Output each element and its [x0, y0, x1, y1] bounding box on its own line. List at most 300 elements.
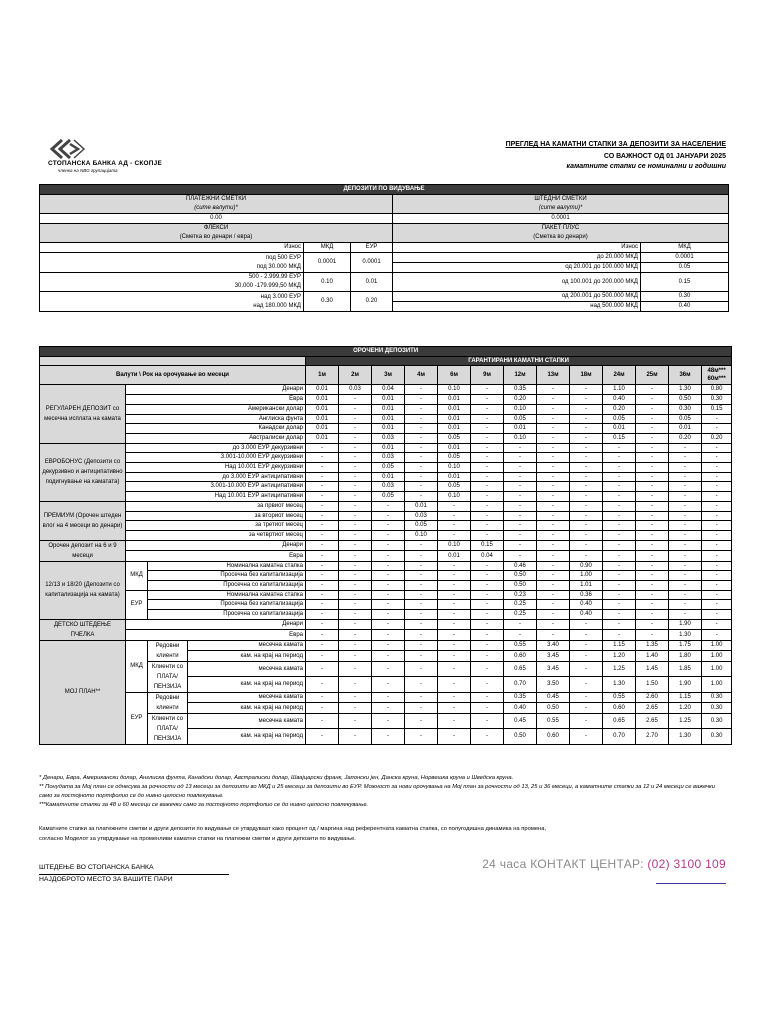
rate-cell: - — [570, 511, 603, 521]
rate-cell: - — [636, 540, 669, 551]
rate-row-label: Англиска фунта — [126, 414, 306, 424]
month-header: 48м*** 60м*** — [702, 366, 732, 385]
rate-cell: 0.46 — [504, 561, 537, 571]
rate-cell: - — [339, 472, 372, 482]
rate-cell: 0.40 — [570, 610, 603, 620]
rate-cell: 2.60 — [636, 692, 669, 703]
rate-cell: - — [339, 404, 372, 414]
month-header: 36м — [669, 366, 702, 385]
rate-row — [40, 511, 732, 521]
rate-cell: 0.01 — [372, 395, 405, 405]
rate-cell: - — [570, 640, 603, 651]
rate-cell: 0.03 — [339, 385, 372, 395]
rate-cell: 1.75 — [669, 640, 702, 651]
rate-cell: - — [405, 453, 438, 463]
rate-cell: - — [504, 463, 537, 473]
rate-cell: - — [603, 492, 636, 502]
client-type: Клиенти со ПЛАТА/ПЕНЗИЈА — [148, 661, 188, 692]
rate-cell: 0.01 — [372, 443, 405, 453]
rate-cell: 0.01 — [372, 404, 405, 414]
rate-cell: - — [405, 692, 438, 703]
rate-cell: 0.40 — [504, 703, 537, 714]
rate-cell: - — [702, 443, 732, 453]
rate-row — [40, 482, 732, 492]
rate-cell: - — [306, 571, 339, 581]
rate-cell: - — [471, 640, 504, 651]
month-header: 1м — [306, 366, 339, 385]
rate-cell: - — [339, 521, 372, 531]
bank-subtitle: членка на NBG групацијата — [58, 168, 118, 173]
rate-cell: - — [372, 590, 405, 600]
rate-cell: - — [438, 590, 471, 600]
rate-cell: - — [504, 530, 537, 540]
rate-cell: 2.65 — [636, 703, 669, 714]
rate-cell: - — [504, 453, 537, 463]
rate-cell: - — [636, 521, 669, 531]
rate-cell: 0.70 — [504, 677, 537, 693]
rate-row-label: Просечна со капитализација — [148, 610, 306, 620]
rate-cell: 0.30 — [702, 395, 732, 405]
rate-cell: 0.35 — [504, 692, 537, 703]
rate-cell: - — [405, 561, 438, 571]
rate-cell: - — [537, 492, 570, 502]
rate-cell: 1.30 — [669, 729, 702, 745]
rate-cell: - — [306, 501, 339, 511]
packet-rate: 0.40 — [641, 302, 729, 312]
rate-cell: - — [537, 453, 570, 463]
rate-cell: - — [438, 677, 471, 693]
rate-cell: 3.40 — [537, 640, 570, 651]
rate-row-label: Австралиски долар — [126, 433, 306, 443]
rate-cell: - — [570, 521, 603, 531]
flexi-eur-header: ЕУР — [351, 243, 393, 253]
rate-cell: 1.20 — [669, 703, 702, 714]
rate-cell: 0.05 — [438, 433, 471, 443]
rate-cell: - — [339, 453, 372, 463]
rate-cell: - — [669, 530, 702, 540]
packet-rate: 0.0001 — [641, 253, 729, 263]
currency-mkd: МКД — [126, 561, 148, 590]
rate-cell: 0.30 — [702, 729, 732, 745]
rate-cell: - — [669, 610, 702, 620]
rate-row-label: Евра — [126, 551, 306, 562]
rate-cell: - — [306, 610, 339, 620]
rate-cell: - — [372, 640, 405, 651]
month-header: 12м — [504, 366, 537, 385]
rate-cell: - — [636, 619, 669, 630]
rate-cell: - — [636, 610, 669, 620]
rate-cell: - — [471, 661, 504, 677]
rate-cell: - — [537, 482, 570, 492]
rate-cell: 0.01 — [306, 414, 339, 424]
rate-cell: - — [537, 404, 570, 414]
rate-cell: - — [570, 661, 603, 677]
rate-cell: 1.90 — [669, 677, 702, 693]
month-header: 24м — [603, 366, 636, 385]
rate-cell: - — [636, 551, 669, 562]
rate-cell: 0.05 — [504, 414, 537, 424]
rate-row-label: 3.001-10.000 ЕУР антиципативни — [126, 482, 306, 492]
page-title: ПРЕГЛЕД НА КАМАТНИ СТАПКИ ЗА ДЕПОЗИТИ ЗА НАСЕЛЕНИЕ — [505, 141, 726, 148]
rate-cell: - — [372, 521, 405, 531]
rate-cell: - — [471, 433, 504, 443]
rate-cell: 0.55 — [603, 692, 636, 703]
rate-cell: 0.04 — [471, 551, 504, 562]
rate-cell: 0.30 — [702, 692, 732, 703]
rate-cell: 0.10 — [405, 530, 438, 540]
rate-cell: - — [405, 463, 438, 473]
rate-cell: 0.10 — [504, 433, 537, 443]
rate-cell: - — [537, 501, 570, 511]
rate-cell: - — [405, 424, 438, 434]
rate-cell: - — [702, 610, 732, 620]
rate-cell: - — [339, 703, 372, 714]
rate-cell: 0.60 — [537, 729, 570, 745]
currency-eur: ЕУР — [126, 692, 148, 744]
rate-cell: - — [669, 511, 702, 521]
rate-row-label: Над 10.001 ЕУР антиципативни — [126, 492, 306, 502]
rate-cell: - — [405, 729, 438, 745]
rate-row-label: за четвртиот месец — [126, 530, 306, 540]
rate-cell: 0.05 — [438, 482, 471, 492]
rate-cell: - — [471, 511, 504, 521]
rate-cell: - — [438, 692, 471, 703]
rate-cell: - — [471, 463, 504, 473]
rate-cell: 0.20 — [669, 433, 702, 443]
rate-cell: - — [339, 651, 372, 662]
packet-plus-title: ПАКЕТ ПЛУС (Сметка во денари) — [393, 224, 729, 243]
rate-row-label: Номинална каматна стапка — [148, 590, 306, 600]
rate-cell: - — [570, 443, 603, 453]
rate-cell: - — [669, 501, 702, 511]
rate-cell: 1.80 — [669, 651, 702, 662]
rate-cell: - — [636, 501, 669, 511]
footnote-3: ***Каматните стапки за 48 и 60 месеци се важечки само за постојното портфолио се до нивно целосно повлекување. — [39, 802, 369, 808]
rate-cell: - — [570, 453, 603, 463]
contact-phone[interactable]: (02) 3100 109 — [647, 857, 726, 871]
rate-cell: - — [405, 443, 438, 453]
rate-cell: 0.01 — [669, 424, 702, 434]
rate-cell: - — [702, 482, 732, 492]
rate-cell: - — [471, 561, 504, 571]
rate-cell: - — [339, 540, 372, 551]
rate-cell: - — [570, 619, 603, 630]
rate-cell: - — [570, 540, 603, 551]
rate-row-label: кам. на крај на период — [188, 703, 306, 714]
rate-row — [40, 630, 732, 641]
rate-cell: - — [636, 443, 669, 453]
rate-cell: 0.50 — [537, 703, 570, 714]
rate-row-label: кам. на крај на период — [188, 729, 306, 745]
rate-cell: - — [570, 472, 603, 482]
rate-cell: - — [669, 453, 702, 463]
rate-cell: - — [471, 404, 504, 414]
rate-cell: - — [702, 511, 732, 521]
rate-cell: - — [405, 610, 438, 620]
rate-cell: - — [405, 651, 438, 662]
rate-row — [40, 551, 732, 562]
flexi-rate-eur: 0.0001 — [351, 253, 393, 273]
rate-cell: 0.10 — [504, 404, 537, 414]
rate-cell: - — [702, 590, 732, 600]
rate-row — [40, 385, 732, 395]
rate-cell: - — [306, 713, 339, 729]
rate-cell: - — [306, 651, 339, 662]
rate-cell: 0.10 — [438, 540, 471, 551]
rate-cell: - — [306, 561, 339, 571]
flexi-rate-eur: 0.20 — [351, 292, 393, 312]
rate-cell: - — [372, 692, 405, 703]
rate-cell: - — [306, 521, 339, 531]
rate-cell: - — [636, 630, 669, 641]
rate-cell: - — [603, 511, 636, 521]
rate-row-label: месечна камата — [188, 661, 306, 677]
rate-cell: - — [636, 581, 669, 591]
rate-cell: 0.65 — [603, 713, 636, 729]
packet-rate: 0.15 — [641, 273, 729, 292]
rate-row — [40, 590, 732, 600]
rate-cell: - — [669, 492, 702, 502]
rate-cell: 1.30 — [669, 630, 702, 641]
rate-cell: - — [372, 581, 405, 591]
rate-cell: - — [471, 453, 504, 463]
slogan-divider — [39, 874, 229, 875]
flexi-rate-mkd: 0.10 — [304, 273, 351, 292]
rate-cell: - — [471, 703, 504, 714]
rate-cell: 0.01 — [372, 424, 405, 434]
rate-cell: - — [603, 630, 636, 641]
rate-cell: - — [339, 661, 372, 677]
rate-cell: - — [372, 610, 405, 620]
month-header: 3м — [372, 366, 405, 385]
rate-cell: - — [603, 571, 636, 581]
rate-cell: - — [405, 619, 438, 630]
rate-cell: 1.00 — [702, 640, 732, 651]
rate-cell: 0.20 — [504, 395, 537, 405]
rate-cell: - — [570, 630, 603, 641]
rate-cell: 0.36 — [570, 590, 603, 600]
flexi-tier: над 3.000 ЕУР над 180.000 МКД — [40, 292, 304, 312]
rate-cell: - — [372, 661, 405, 677]
rate-row-label: Канадски долар — [126, 424, 306, 434]
rate-cell: - — [702, 530, 732, 540]
rate-cell: - — [438, 501, 471, 511]
rate-cell: - — [537, 385, 570, 395]
savings-accounts-rate: 0.0001 — [393, 214, 729, 224]
rate-cell: - — [306, 540, 339, 551]
sight-deposits-title: ДЕПОЗИТИ ПО ВИДУВАЊЕ — [40, 185, 729, 195]
rate-cell: - — [405, 590, 438, 600]
rate-cell: - — [405, 571, 438, 581]
rate-cell: - — [636, 424, 669, 434]
bank-name: СТОПАНСКА БАНКА АД - СКОПЈЕ — [48, 160, 162, 167]
rate-row — [40, 492, 732, 502]
rate-cell: - — [702, 581, 732, 591]
rate-cell: - — [471, 443, 504, 453]
rate-cell: 0.45 — [504, 713, 537, 729]
rate-cell: 0.01 — [438, 443, 471, 453]
rate-cell: - — [438, 521, 471, 531]
rate-cell: - — [603, 501, 636, 511]
product-group-term69: Орочен депозит на 6 и 9 месеци — [40, 540, 126, 561]
rate-cell: - — [438, 713, 471, 729]
rate-cell: - — [537, 619, 570, 630]
rate-cell: - — [702, 453, 732, 463]
rate-cell: - — [372, 651, 405, 662]
rate-cell: - — [570, 424, 603, 434]
rate-cell: 0.23 — [504, 590, 537, 600]
rate-cell: - — [372, 561, 405, 571]
rate-cell: - — [603, 561, 636, 571]
rate-cell: - — [504, 630, 537, 641]
rate-cell: - — [372, 677, 405, 693]
rate-cell: - — [603, 551, 636, 562]
rate-cell: 0.40 — [570, 600, 603, 610]
product-group-kids: ДЕТСКО ШТЕДЕЊЕ ПЧЕЛКА — [40, 619, 126, 640]
rate-cell: 1.25 — [669, 713, 702, 729]
flexi-amount-header: Износ — [40, 243, 304, 253]
rate-row-label: Американски долар — [126, 404, 306, 414]
rate-cell: 0.80 — [702, 385, 732, 395]
rate-cell: 0.20 — [702, 433, 732, 443]
rate-cell: - — [306, 590, 339, 600]
rate-cell: - — [702, 472, 732, 482]
rate-cell: - — [570, 433, 603, 443]
rate-cell: - — [405, 404, 438, 414]
rate-cell: - — [339, 414, 372, 424]
rate-cell: - — [636, 453, 669, 463]
rate-cell: - — [537, 433, 570, 443]
footnotes — [39, 774, 729, 810]
rate-cell: - — [405, 703, 438, 714]
rate-cell: 0.45 — [537, 692, 570, 703]
rate-cell: - — [570, 492, 603, 502]
packet-tier: од 200.001 до 500.000 МКД — [393, 292, 641, 302]
rate-cell: 1.20 — [603, 651, 636, 662]
header-spacer — [40, 356, 306, 366]
rate-cell: - — [636, 530, 669, 540]
term-deposits-table — [39, 346, 732, 745]
rate-cell: - — [669, 540, 702, 551]
rate-cell: 0.01 — [438, 404, 471, 414]
rate-cell: - — [603, 463, 636, 473]
rate-cell: 0.05 — [372, 492, 405, 502]
rate-cell: - — [702, 561, 732, 571]
rate-cell: - — [372, 551, 405, 562]
rate-cell: - — [669, 463, 702, 473]
packet-amount-header: Износ — [393, 243, 641, 253]
rate-row-label: Евра — [126, 630, 306, 641]
rate-cell: 0.15 — [702, 404, 732, 414]
rate-cell: - — [405, 677, 438, 693]
rate-cell: - — [471, 677, 504, 693]
rate-cell: - — [405, 600, 438, 610]
rate-cell: 0.01 — [438, 395, 471, 405]
rate-cell: - — [471, 530, 504, 540]
rate-cell: - — [306, 640, 339, 651]
rate-cell: - — [669, 551, 702, 562]
rate-cell: - — [570, 677, 603, 693]
rate-cell: - — [339, 630, 372, 641]
rate-cell: 0.60 — [504, 651, 537, 662]
rate-cell: - — [603, 619, 636, 630]
rate-cell: - — [702, 540, 732, 551]
rate-cell: 3.45 — [537, 651, 570, 662]
rate-cell: - — [603, 530, 636, 540]
packet-rate: 0.30 — [641, 292, 729, 302]
rate-cell: - — [537, 571, 570, 581]
rate-row-label: Над 10.001 ЕУР декурзивни — [126, 463, 306, 473]
rate-cell: 0.03 — [372, 453, 405, 463]
rate-cell: - — [504, 482, 537, 492]
rate-row — [40, 453, 732, 463]
rate-row — [40, 619, 732, 630]
packet-rate: 0.05 — [641, 263, 729, 273]
flexi-rate-eur: 0.01 — [351, 273, 393, 292]
rate-cell: - — [636, 395, 669, 405]
rate-cell: - — [636, 571, 669, 581]
rate-cell: - — [339, 492, 372, 502]
rate-cell: - — [306, 692, 339, 703]
rate-cell: - — [306, 600, 339, 610]
rate-row — [40, 424, 732, 434]
rate-cell: - — [471, 521, 504, 531]
rate-cell: - — [636, 492, 669, 502]
rate-cell: - — [339, 501, 372, 511]
rate-row-label: за третиот месец — [126, 521, 306, 531]
rate-cell: - — [372, 630, 405, 641]
rate-cell: - — [537, 424, 570, 434]
rate-cell: - — [570, 651, 603, 662]
rate-cell: - — [339, 571, 372, 581]
rate-cell: - — [306, 703, 339, 714]
rate-cell: 0.01 — [306, 433, 339, 443]
rate-cell: 1.30 — [603, 677, 636, 693]
rate-cell: - — [603, 453, 636, 463]
bank-logo-icon — [48, 138, 88, 160]
rate-row-label: Просечна без капитализација — [148, 571, 306, 581]
rate-cell: - — [306, 453, 339, 463]
rate-cell: - — [570, 729, 603, 745]
rate-cell: - — [405, 581, 438, 591]
rate-cell: - — [405, 482, 438, 492]
rate-cell: - — [570, 463, 603, 473]
rate-cell: - — [339, 677, 372, 693]
rate-cell: - — [471, 619, 504, 630]
rate-cell: - — [306, 443, 339, 453]
rate-cell: - — [537, 511, 570, 521]
rate-cell: 1.10 — [603, 385, 636, 395]
rate-cell: - — [306, 511, 339, 521]
product-group-eurobonus: ЕВРОБОНУС (Депозити со декурзивно и антиципативно подигнување на каматата) — [40, 443, 126, 501]
rate-cell: - — [504, 551, 537, 562]
rate-cell: 0.15 — [603, 433, 636, 443]
rate-cell: - — [372, 713, 405, 729]
rate-cell: - — [471, 713, 504, 729]
flexi-title: ФЛЕКСИ (Сметка во денари / евра) — [40, 224, 393, 243]
rate-cell: - — [339, 729, 372, 745]
rate-cell: - — [702, 424, 732, 434]
rate-row-label: Денари — [126, 619, 306, 630]
rate-cell: 0.30 — [702, 713, 732, 729]
rate-cell: - — [570, 482, 603, 492]
rate-cell: - — [669, 472, 702, 482]
rate-cell: 1.35 — [636, 640, 669, 651]
rate-row — [40, 414, 732, 424]
contact-label: 24 часа КОНТАКТ ЦЕНТАР: — [482, 857, 644, 871]
rate-cell: - — [636, 561, 669, 571]
rate-row — [40, 521, 732, 531]
